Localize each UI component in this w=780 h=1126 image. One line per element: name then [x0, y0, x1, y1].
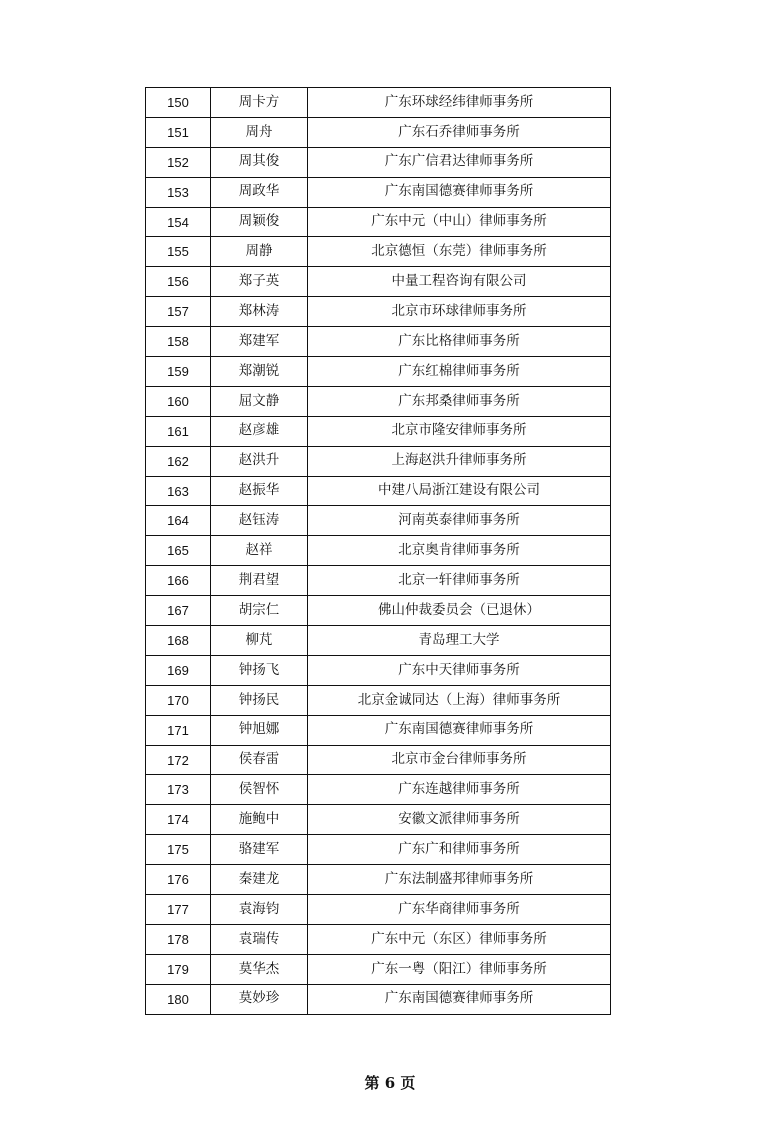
row-number-cell: 166 — [146, 566, 211, 596]
row-number-cell: 153 — [146, 177, 211, 207]
organization-cell: 中建八局浙江建设有限公司 — [308, 476, 611, 506]
table-row — [146, 386, 611, 416]
organization-cell: 广东南国德赛律师事务所 — [308, 984, 611, 1014]
row-number-cell: 178 — [146, 924, 211, 954]
name-cell: 袁瑞传 — [211, 924, 308, 954]
organization-cell: 广东一粤（阳江）律师事务所 — [308, 954, 611, 984]
name-cell: 骆建军 — [211, 835, 308, 865]
organization-cell: 广东环球经纬律师事务所 — [308, 88, 611, 118]
table-row — [146, 476, 611, 506]
row-number-cell: 157 — [146, 297, 211, 327]
table-row — [146, 596, 611, 626]
name-cell: 赵彦雄 — [211, 416, 308, 446]
name-cell: 施鲍中 — [211, 805, 308, 835]
table-row — [146, 327, 611, 357]
name-cell: 侯智怀 — [211, 775, 308, 805]
table-row — [146, 745, 611, 775]
organization-cell: 广东中元（中山）律师事务所 — [308, 207, 611, 237]
row-number-cell: 158 — [146, 327, 211, 357]
roster-body — [146, 88, 611, 1015]
row-number-cell: 172 — [146, 745, 211, 775]
row-number-cell: 156 — [146, 267, 211, 297]
row-number-cell: 151 — [146, 117, 211, 147]
table-row — [146, 506, 611, 536]
name-cell: 胡宗仁 — [211, 596, 308, 626]
organization-cell: 中量工程咨询有限公司 — [308, 267, 611, 297]
table-row — [146, 685, 611, 715]
name-cell: 钟扬飞 — [211, 655, 308, 685]
name-cell: 周其俊 — [211, 147, 308, 177]
name-cell: 莫华杰 — [211, 954, 308, 984]
name-cell: 赵洪升 — [211, 446, 308, 476]
row-number-cell: 175 — [146, 835, 211, 865]
table-row — [146, 117, 611, 147]
row-number-cell: 162 — [146, 446, 211, 476]
table-row — [146, 626, 611, 656]
name-cell: 郑子英 — [211, 267, 308, 297]
name-cell: 周静 — [211, 237, 308, 267]
name-cell: 屈文静 — [211, 386, 308, 416]
organization-cell: 北京市环球律师事务所 — [308, 297, 611, 327]
row-number-cell: 161 — [146, 416, 211, 446]
name-cell: 周颖俊 — [211, 207, 308, 237]
organization-cell: 广东广信君达律师事务所 — [308, 147, 611, 177]
organization-cell: 广东石乔律师事务所 — [308, 117, 611, 147]
name-cell: 郑建军 — [211, 327, 308, 357]
row-number-cell: 179 — [146, 954, 211, 984]
row-number-cell: 159 — [146, 357, 211, 387]
row-number-cell: 155 — [146, 237, 211, 267]
table-row — [146, 177, 611, 207]
row-number-cell: 170 — [146, 685, 211, 715]
name-cell: 钟旭娜 — [211, 715, 308, 745]
organization-cell: 广东红棉律师事务所 — [308, 357, 611, 387]
organization-cell: 广东南国德赛律师事务所 — [308, 177, 611, 207]
table-row — [146, 446, 611, 476]
name-cell: 赵祥 — [211, 536, 308, 566]
organization-cell: 广东华商律师事务所 — [308, 895, 611, 925]
organization-cell: 北京金诚同达（上海）律师事务所 — [308, 685, 611, 715]
organization-cell: 佛山仲裁委员会（已退休） — [308, 596, 611, 626]
table-row — [146, 267, 611, 297]
organization-cell: 广东邦桑律师事务所 — [308, 386, 611, 416]
name-cell: 莫妙珍 — [211, 984, 308, 1014]
name-cell: 荆君望 — [211, 566, 308, 596]
table-row — [146, 984, 611, 1014]
organization-cell: 广东法制盛邦律师事务所 — [308, 865, 611, 895]
table-row — [146, 147, 611, 177]
organization-cell: 北京市金台律师事务所 — [308, 745, 611, 775]
table-row — [146, 207, 611, 237]
organization-cell: 广东中元（东区）律师事务所 — [308, 924, 611, 954]
row-number-cell: 154 — [146, 207, 211, 237]
organization-cell: 北京市隆安律师事务所 — [308, 416, 611, 446]
name-cell: 钟扬民 — [211, 685, 308, 715]
row-number-cell: 164 — [146, 506, 211, 536]
organization-cell: 青岛理工大学 — [308, 626, 611, 656]
organization-cell: 广东连越律师事务所 — [308, 775, 611, 805]
table-row — [146, 357, 611, 387]
table-row — [146, 924, 611, 954]
name-cell: 周卡方 — [211, 88, 308, 118]
table-row — [146, 954, 611, 984]
table-row — [146, 566, 611, 596]
table-row — [146, 88, 611, 118]
table-row — [146, 237, 611, 267]
organization-cell: 北京德恒（东莞）律师事务所 — [308, 237, 611, 267]
row-number-cell: 150 — [146, 88, 211, 118]
row-number-cell: 180 — [146, 984, 211, 1014]
table-row — [146, 865, 611, 895]
row-number-cell: 167 — [146, 596, 211, 626]
table-row — [146, 835, 611, 865]
row-number-cell: 177 — [146, 895, 211, 925]
table-row — [146, 715, 611, 745]
name-cell: 侯春雷 — [211, 745, 308, 775]
row-number-cell: 165 — [146, 536, 211, 566]
name-cell: 郑林涛 — [211, 297, 308, 327]
organization-cell: 河南英泰律师事务所 — [308, 506, 611, 536]
roster-table — [145, 87, 611, 1015]
table-row — [146, 805, 611, 835]
row-number-cell: 173 — [146, 775, 211, 805]
table-row — [146, 655, 611, 685]
name-cell: 柳芃 — [211, 626, 308, 656]
name-cell: 周政华 — [211, 177, 308, 207]
organization-cell: 广东中天律师事务所 — [308, 655, 611, 685]
organization-cell: 广东比格律师事务所 — [308, 327, 611, 357]
organization-cell: 北京一轩律师事务所 — [308, 566, 611, 596]
row-number-cell: 152 — [146, 147, 211, 177]
row-number-cell: 174 — [146, 805, 211, 835]
row-number-cell: 163 — [146, 476, 211, 506]
table-row — [146, 775, 611, 805]
organization-cell: 广东广和律师事务所 — [308, 835, 611, 865]
row-number-cell: 169 — [146, 655, 211, 685]
row-number-cell: 168 — [146, 626, 211, 656]
organization-cell: 北京奥肯律师事务所 — [308, 536, 611, 566]
name-cell: 秦建龙 — [211, 865, 308, 895]
row-number-cell: 160 — [146, 386, 211, 416]
table-row — [146, 297, 611, 327]
row-number-cell: 171 — [146, 715, 211, 745]
organization-cell: 安徽文派律师事务所 — [308, 805, 611, 835]
name-cell: 赵钰涛 — [211, 506, 308, 536]
name-cell: 周舟 — [211, 117, 308, 147]
table-row — [146, 895, 611, 925]
name-cell: 袁海钧 — [211, 895, 308, 925]
table-row — [146, 416, 611, 446]
organization-cell: 上海赵洪升律师事务所 — [308, 446, 611, 476]
organization-cell: 广东南国德赛律师事务所 — [308, 715, 611, 745]
name-cell: 赵振华 — [211, 476, 308, 506]
table-row — [146, 536, 611, 566]
row-number-cell: 176 — [146, 865, 211, 895]
page-number: 第 6 页 — [364, 1074, 416, 1092]
name-cell: 郑潮锐 — [211, 357, 308, 387]
